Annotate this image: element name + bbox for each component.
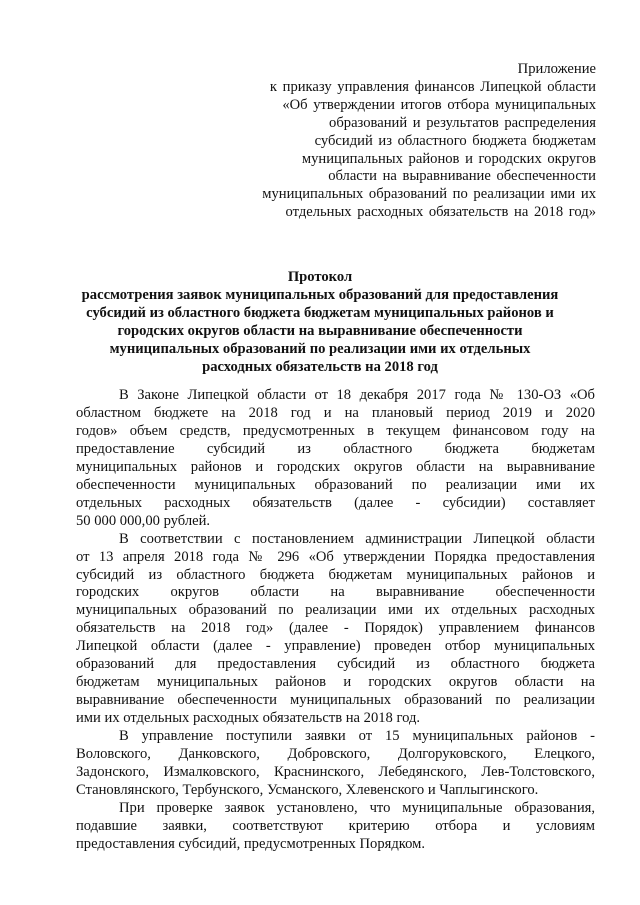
- appendix-line: области на выравнивание обеспеченности: [328, 168, 596, 185]
- text-line: муниципальных образований по реализации ими их отдельных расходных: [76, 602, 595, 619]
- text-line: образований для предоставления субсидий из областного бюджета: [76, 656, 595, 673]
- appendix-line: субсидий из областного бюджета бюджетам: [314, 132, 596, 149]
- title-line: муниципальных образований по реализации ими их отдельных: [109, 340, 531, 357]
- title-line: субсидий из областного бюджета бюджетам муниципальных районов и: [86, 304, 554, 321]
- appendix-line: муниципальных образований по реализации ими их: [262, 186, 596, 203]
- text-line: выравнивание обеспеченности муниципальных образований по реализации: [76, 692, 595, 709]
- title-line: городских округов области на выравнивание обеспеченности: [117, 322, 523, 339]
- text-line: Воловского, Данковского, Добровского, Долгоруковского, Елецкого,: [76, 746, 595, 763]
- text-line: годов» объем средств, предусмотренных в текущем финансовом году на: [76, 422, 595, 439]
- paragraph-applications: [76, 728, 595, 800]
- text-line: от 13 апреля 2018 года № 296 «Об утверждении Порядка предоставления: [76, 548, 595, 565]
- text-line: В управление поступили заявки от 15 муниципальных районов -: [119, 728, 595, 745]
- protocol-title: [52, 269, 588, 376]
- paragraph-budget-law: [76, 387, 595, 531]
- text-line: предоставление субсидий из областного бюджета бюджетам: [76, 440, 595, 457]
- text-line: городских округов области на выравнивание обеспеченности: [76, 584, 595, 601]
- text-line: В соответствии с постановлением администрации Липецкой области: [119, 530, 595, 547]
- appendix-line: Приложение: [517, 61, 596, 77]
- text-line: обязательств на 2018 год» (далее - Порядок) управлением финансов: [76, 620, 595, 637]
- text-line: обеспеченности муниципальных образований по реализации ими их: [76, 476, 595, 493]
- appendix-line: «Об утверждении итогов отбора муниципальных: [282, 96, 596, 113]
- text-line: В Законе Липецкой области от 18 декабря 2017 года № 130-ОЗ «Об: [119, 387, 595, 403]
- text-line: отдельных расходных обязательств (далее - субсидии) составляет: [76, 494, 595, 511]
- appendix-line: отдельных расходных обязательств на 2018 год»: [285, 204, 596, 221]
- text-line: 50 000 000,00 рублей.: [76, 512, 211, 529]
- text-line: предоставления субсидий, предусмотренных Порядком.: [76, 835, 426, 852]
- appendix-block: [262, 61, 596, 222]
- text-line: областном бюджете на 2018 год и на плановый период 2019 и 2020: [76, 404, 595, 421]
- appendix-line: муниципальных районов и городских округов: [301, 150, 596, 167]
- text-line: бюджетам муниципальных районов и городских округов области на: [76, 674, 595, 691]
- text-line: подавшие заявки, соответствуют критерию отбора и условиям: [76, 817, 595, 834]
- paragraph-verification: [76, 800, 595, 854]
- text-line: субсидий из областного бюджета бюджетам муниципальных районов и: [76, 566, 595, 583]
- appendix-line: образований и результатов распределения: [329, 114, 596, 131]
- title-line: рассмотрения заявок муниципальных образований для предоставления: [81, 286, 559, 303]
- appendix-line: к приказу управления финансов Липецкой области: [269, 78, 596, 95]
- title-line: расходных обязательств на 2018 год: [202, 358, 438, 375]
- text-line: Липецкой области (далее - управление) проведен отбор муниципальных: [76, 638, 595, 655]
- document-body: [76, 387, 595, 854]
- document-heading: Протокол: [287, 269, 353, 285]
- text-line: Задонского, Измалковского, Краснинского, Лебедянского, Лев-Толстовского,: [76, 764, 595, 781]
- text-line: муниципальных районов и городских округов области на выравнивание: [76, 458, 595, 475]
- text-line: ими их отдельных расходных обязательств на 2018 год.: [76, 710, 421, 727]
- paragraph-resolution: [76, 531, 595, 728]
- text-line: При проверке заявок установлено, что муниципальные образования,: [119, 799, 595, 816]
- text-line: Становлянского, Тербунского, Усманского, Хлевенского и Чаплыгинского.: [76, 781, 539, 798]
